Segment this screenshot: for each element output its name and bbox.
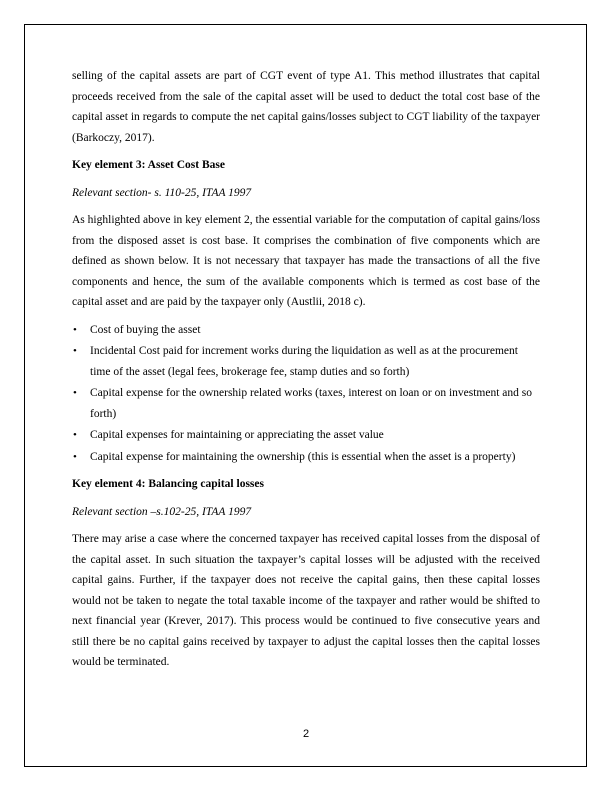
key-element-3-relevant-section: Relevant section- s. 110-25, ITAA 1997 xyxy=(72,186,252,199)
list-item: • Capital expense for maintaining the ownership (this is essential when the asset is a property) xyxy=(72,447,540,468)
list-item: • Capital expenses for maintaining or appreciating the asset value xyxy=(72,425,540,446)
cost-base-components-list xyxy=(72,320,540,468)
bullet-icon: • xyxy=(73,345,77,357)
page-number: 2 xyxy=(302,728,310,740)
key-element-4-paragraph: There may arise a case where the concerned taxpayer has received capital losses from the disposal of the capital asset. In such situation the taxpayer’s capital losses will be adjusted with the received capital gains. Further, if the taxpayer does not receive the capital gains, then these capital losses would not be taken to negate the total taxable income of the taxpayer and rather would be shifted to next financial year (Krever, 2017). This process would be continued to five consecutive years and still there be no capital gains received by taxpayer to adjust the capital losses then the capital losses would be terminated. xyxy=(72,533,540,668)
document-body xyxy=(72,66,540,680)
key-element-3-paragraph: As highlighted above in key element 2, the essential variable for the computation of capital gains/loss from the disposed asset is cost base. It comprises the combination of five components which are defined as shown below. It is not necessary that taxpayer has made the transactions of all the five components and hence, the sum of the available components which is termed as cost base of the capital asset and are paid by the taxpayer only (Austlii, 2018 c). xyxy=(72,214,540,308)
list-item: • Incidental Cost paid for increment works during the liquidation as well as at the procurement time of the asset (legal fees, brokerage fee, stamp duties and so forth) xyxy=(72,341,540,382)
key-element-3-heading: Key element 3: Asset Cost Base xyxy=(72,159,225,171)
key-element-4-heading: Key element 4: Balancing capital losses xyxy=(72,478,264,490)
intro-paragraph: selling of the capital assets are part of CGT event of type A1. This method illustrates that capital proceeds received from the sale of the capital asset will be used to deduct the total cost base of the capital asset in regards to compute the net capital gains/losses subject to CGT liability of the taxpayer (Barkoczy, 2017). xyxy=(72,70,540,144)
bullet-icon: • xyxy=(73,387,77,399)
bullet-icon: • xyxy=(73,323,77,336)
list-item: • Cost of buying the asset xyxy=(72,320,540,341)
bullet-icon: • xyxy=(73,450,77,463)
key-element-4-relevant-section: Relevant section –s.102-25, ITAA 1997 xyxy=(72,505,252,518)
bullet-icon: • xyxy=(73,429,77,441)
list-item: • Capital expense for the ownership related works (taxes, interest on loan or on investment and so forth) xyxy=(72,383,540,424)
